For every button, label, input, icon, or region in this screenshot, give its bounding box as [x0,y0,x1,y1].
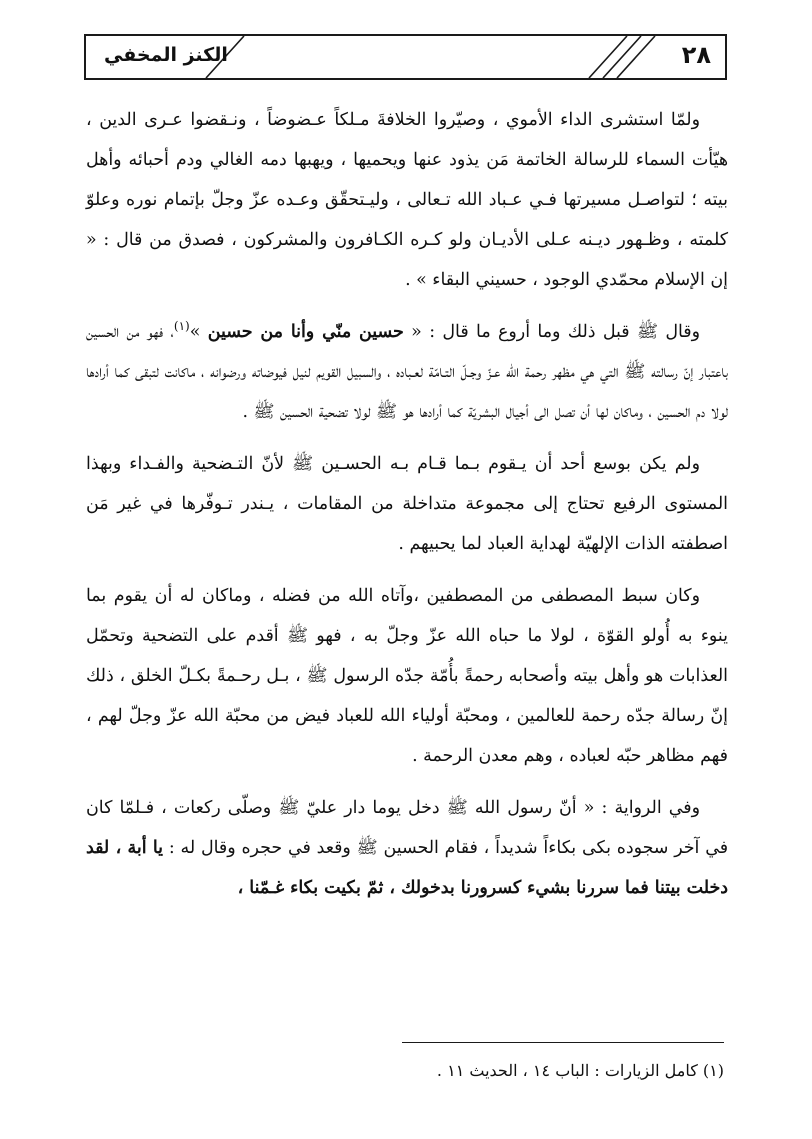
hadith-quote: حسين منّي وأنا من حسين [207,322,404,342]
paragraph [86,100,728,300]
paragraph [86,576,728,776]
paragraph-text: وفي الرواية : « أنّ رسول الله ﷺ دخل يوما دار عليّ ﷺ وصلّى ركعات ، فـلمّا كان في آخر سجوده بكى بكاءاً شديداً ، فقام الحسين ﷺ وقعد في حجره وقال له : [86,798,729,858]
paragraph [86,444,728,564]
quote-close: » [189,322,208,342]
page-header [84,34,727,80]
footnote: (١) كامل الزيارات : الباب ١٤ ، الحديث ١١ . [436,1061,724,1080]
paragraph [86,788,728,908]
narration-quote: يا أبة ، لقد دخلت بيتنا فما سررنا بشيء كسرورنا بدخولك ، ثمّ بكيت بكاء غـمّنا ، [86,838,728,898]
paragraph-text: ولمّا استشرى الداء الأموي ، وصيّروا الخلافةَ مـلكاً عـضوضاً ، ونـقضوا عـرى الدين ، هيّأت السماء للرسالة الخاتمة مَن يذود عنها ويحميها ، ويهبها دمه الغالي ودم أحبائه وأهل بيته ؛ لتواصـل مسيرتها فـي عـباد الله تـعالى ، وليـتحقّق وعـده عزّ وجلّ بإتمام نوره وعلوّ كلمته ، وظـهور ديـنه عـلى الأديـان ولو كـره الكـافرون والمشركون ، فصدق من قال : « إن الإسلام محمّدي الوجود ، حسيني البقاء » . [86,110,728,290]
paragraph-text: وقال ﷺ قبل ذلك وما أروع ما قال : « [403,322,700,342]
footnote-reference: (١) [173,319,190,334]
body-text [86,100,728,920]
paragraph-text: وكان سبط المصطفى من المصطفين ،وآتاه الله من فضله ، وماكان له أن يقوم بما ينوء به أُولو القوّة ، لولا ما حباه الله عزّ وجلّ به ، فهو ﷺ أقدم على التضحية وتحمّل العذابات هو وأهل بيته وأصحابه رحمةً بأُمّة جدّه الرسول ﷺ ، بـل رحـمةً بكـلّ الخلق ، ذلك إنّ رسالة جدّه رحمة للعالمين ، ومحبّة أولياء الله للعباد فيض من محبّة الله عزّ وجلّ لهم ، فهم مظاهر حبّه لعباده ، وهم معدن الرحمة . [86,586,728,766]
paragraph-text: ، فهو من الحسين باعتبار إنّ رسالته ﷺ التي هي مظهر رحمة الله عـزّ وجـلّ التـامّة لعـباده ، والسبيل القويم لنيل فيوضاته ورضوانه ، ماكانت لتبقى كما أرادها لولا دم الحسين ، وماكان لها أن تصل الى أجيال البشريّة كما أرادها هو ﷺ لولا تضحية الحسين ﷺ . [86,322,728,422]
paragraph [86,312,728,432]
page-number: ٢٨ [681,41,711,69]
book-title: الكنز المخفي [104,44,228,66]
paragraph-text: ولم يكن بوسع أحد أن يـقوم بـما قـام بـه الحسـين ﷺ لأنّ التـضحية والفـداء وبهذا المستوى الرفيع تحتاج إلى مجموعة متداخلة من المقامات ، يـندر تـوفّرها في غير مَن اصطفته الذات الإلهيّة لهداية العباد لما يحبيهم . [86,454,728,554]
footnote-divider [402,1042,724,1043]
